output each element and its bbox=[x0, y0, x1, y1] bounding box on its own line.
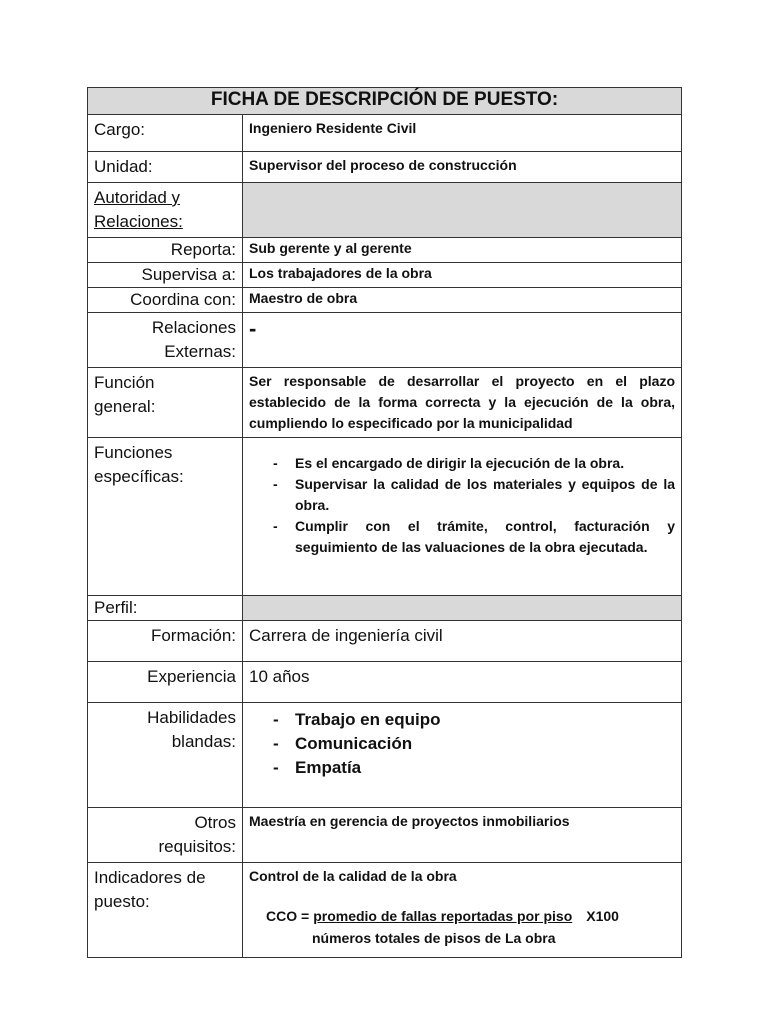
formula-denominator: números totales de pisos de La obra bbox=[312, 930, 556, 946]
funcion-general-value: Ser responsable de desarrollar el proyecto en el plazo establecido de la forma correcta y la ejecución de la obra, cumpliendo lo especificado por la municipalidad bbox=[243, 368, 682, 438]
unidad-label: Unidad: bbox=[88, 152, 243, 183]
list-item: - Cumplir con el trámite, control, facturación y seguimiento de las valuaciones de la obra ejecutada. bbox=[273, 518, 676, 555]
autoridad-label-line2: Relaciones: bbox=[94, 212, 183, 231]
autoridad-row bbox=[88, 183, 682, 238]
autoridad-label bbox=[88, 183, 243, 238]
experiencia-value: 10 años bbox=[243, 662, 682, 703]
title-row bbox=[88, 88, 682, 115]
supervisa-label: Supervisa a: bbox=[88, 263, 243, 288]
funcion-general-line1: Función bbox=[94, 373, 155, 392]
habilidades-value bbox=[243, 703, 682, 808]
unidad-value: Supervisor del proceso de construcción bbox=[243, 152, 682, 183]
habilidades-label bbox=[88, 703, 243, 808]
list-item: - Supervisar la calidad de los materiales y equipos de la obra. bbox=[273, 476, 676, 513]
perfil-value-empty bbox=[243, 596, 682, 621]
cargo-label: Cargo: bbox=[88, 115, 243, 152]
list-item: - Comunicación bbox=[273, 734, 413, 753]
perfil-label: Perfil: bbox=[88, 596, 243, 621]
list-item: - Trabajo en equipo bbox=[273, 710, 441, 729]
supervisa-row bbox=[88, 263, 682, 288]
reporta-value: Sub gerente y al gerente bbox=[243, 238, 682, 263]
funcion-general-row bbox=[88, 368, 682, 438]
job-description-table bbox=[87, 87, 682, 958]
perfil-row bbox=[88, 596, 682, 621]
funciones-especificas-row bbox=[88, 438, 682, 596]
formacion-value: Carrera de ingeniería civil bbox=[243, 621, 682, 662]
formula-numerator: promedio de fallas reportadas por piso bbox=[313, 908, 573, 924]
autoridad-label-line1: Autoridad y bbox=[94, 188, 180, 207]
autoridad-value-empty bbox=[243, 183, 682, 238]
reporta-label: Reporta: bbox=[88, 238, 243, 263]
otros-row bbox=[88, 808, 682, 863]
relaciones-externas-line2: Externas: bbox=[164, 342, 236, 361]
indicadores-row bbox=[88, 863, 682, 958]
coordina-row bbox=[88, 288, 682, 313]
habilidades-line1: Habilidades bbox=[147, 708, 236, 727]
formula-factor: X100 bbox=[586, 908, 619, 924]
form-title: FICHA DE DESCRIPCIÓN DE PUESTO: bbox=[88, 88, 682, 115]
indicator-formula bbox=[249, 905, 675, 949]
habilidades-row bbox=[88, 703, 682, 808]
funcion-general-line2: general: bbox=[94, 397, 156, 416]
list-item: - Es el encargado de dirigir la ejecución de la obra. bbox=[273, 455, 625, 471]
formula-prefix: CCO = bbox=[266, 908, 310, 924]
cargo-row bbox=[88, 115, 682, 152]
habilidades-line2: blandas: bbox=[171, 732, 236, 751]
relaciones-externas-value: - bbox=[243, 313, 682, 368]
otros-line1: Otros bbox=[194, 813, 236, 832]
unidad-row bbox=[88, 152, 682, 183]
indicadores-value bbox=[243, 863, 682, 958]
otros-line2: requisitos: bbox=[158, 837, 236, 856]
formacion-label: Formación: bbox=[88, 621, 243, 662]
otros-label bbox=[88, 808, 243, 863]
indicadores-label bbox=[88, 863, 243, 958]
cargo-value: Ingeniero Residente Civil bbox=[243, 115, 682, 152]
supervisa-value: Los trabajadores de la obra bbox=[243, 263, 682, 288]
funciones-especificas-line1: Funciones bbox=[94, 443, 173, 462]
formacion-row bbox=[88, 621, 682, 662]
funciones-especificas-value bbox=[243, 438, 682, 596]
funciones-list bbox=[249, 441, 675, 570]
indicadores-line2: puesto: bbox=[94, 892, 150, 911]
indicador-name: Control de la calidad de la obra bbox=[249, 868, 457, 884]
coordina-value: Maestro de obra bbox=[243, 288, 682, 313]
funciones-especificas-label bbox=[88, 438, 243, 596]
coordina-label: Coordina con: bbox=[88, 288, 243, 313]
funciones-especificas-line2: específicas: bbox=[94, 467, 184, 486]
funcion-general-label bbox=[88, 368, 243, 438]
relaciones-externas-line1: Relaciones bbox=[151, 318, 236, 337]
experiencia-label: Experiencia bbox=[88, 662, 243, 703]
reporta-row bbox=[88, 238, 682, 263]
experiencia-row bbox=[88, 662, 682, 703]
list-item: - Empatía bbox=[273, 758, 362, 777]
habilidades-list bbox=[249, 706, 675, 780]
relaciones-externas-row bbox=[88, 313, 682, 368]
relaciones-externas-label bbox=[88, 313, 243, 368]
indicadores-line1: Indicadores de bbox=[94, 868, 206, 887]
otros-value: Maestría en gerencia de proyectos inmobiliarios bbox=[243, 808, 682, 863]
